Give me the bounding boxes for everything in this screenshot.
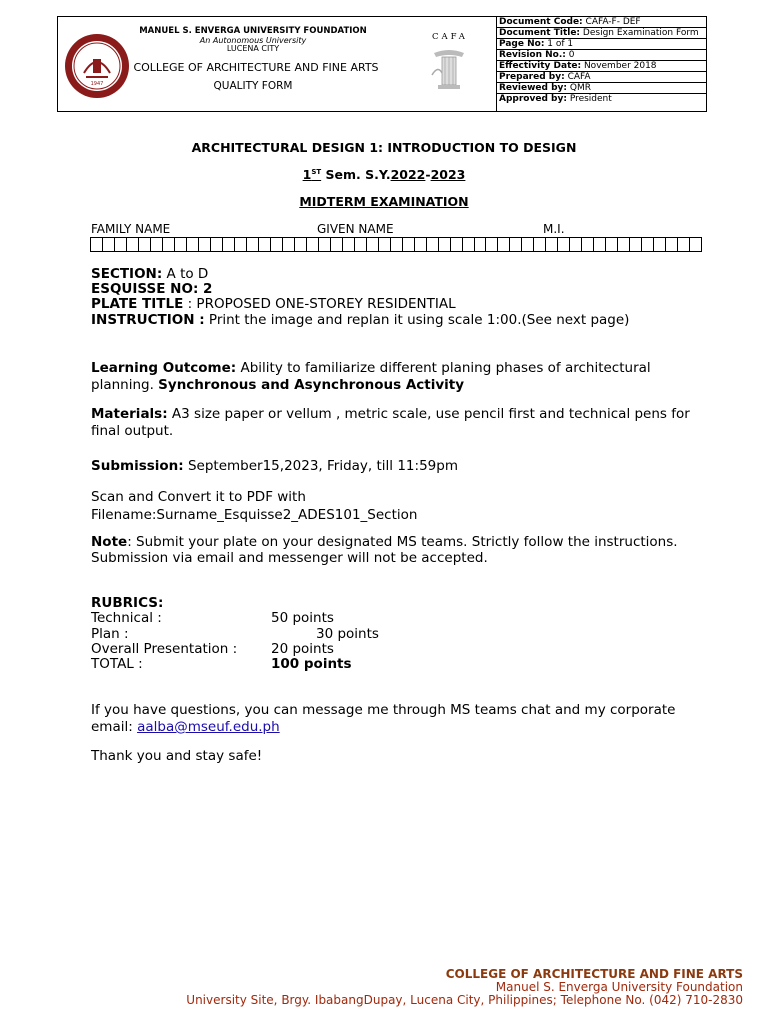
info-row-prepared: Prepared by: CAFA <box>496 72 706 83</box>
name-box[interactable] <box>690 237 702 252</box>
header-left-panel <box>58 17 497 111</box>
name-box[interactable] <box>115 237 127 252</box>
name-box[interactable] <box>546 237 558 252</box>
name-box[interactable] <box>642 237 654 252</box>
info-row-revision: Revision No.: 0 <box>496 50 706 61</box>
contact-text: If you have questions, you can message me through MS teams chat and my corporate email: aalba@mseuf.edu.ph <box>91 702 676 735</box>
name-box[interactable] <box>570 237 582 252</box>
name-box[interactable] <box>606 237 618 252</box>
document-header <box>57 16 707 112</box>
name-box[interactable] <box>558 237 570 252</box>
name-box[interactable] <box>163 237 175 252</box>
name-box[interactable] <box>367 237 379 252</box>
rubric-presentation: Overall Presentation : 20 points <box>91 641 334 657</box>
cafa-column-logo-icon <box>424 45 474 95</box>
name-box[interactable] <box>439 237 451 252</box>
footer-address: University Site, Brgy. IbabangDupay, Lucena City, Philippines; Telephone No. (042) 710-2830 <box>186 993 743 1007</box>
name-box[interactable] <box>139 237 151 252</box>
rubric-technical: Technical : 50 points <box>91 610 334 626</box>
name-box[interactable] <box>283 237 295 252</box>
info-row-code: Document Code: CAFA-F- DEF <box>496 17 706 28</box>
name-box[interactable] <box>259 237 271 252</box>
name-box[interactable] <box>331 237 343 252</box>
document-info-table <box>496 17 706 104</box>
university-name: MANUEL S. ENVERGA UNIVERSITY FOUNDATION <box>139 26 367 36</box>
esquisse-line: ESQUISSE NO: 2 <box>91 281 213 297</box>
scan-instructions: Scan and Convert it to PDF with Filename:Surname_Esquisse2_ADES101_Section <box>91 489 418 523</box>
name-box[interactable] <box>534 237 546 252</box>
info-row-page: Page No: 1 of 1 <box>496 39 706 50</box>
seal-year: 1947 <box>90 81 104 87</box>
name-box[interactable] <box>379 237 391 252</box>
name-box[interactable] <box>127 237 139 252</box>
name-box[interactable] <box>103 237 115 252</box>
name-entry-boxes[interactable] <box>90 237 702 252</box>
name-box[interactable] <box>307 237 319 252</box>
note: Note: Submit your plate on your designated MS teams. Strictly follow the instructions. Submission via email and messenger will not be accepted. <box>91 534 678 566</box>
info-row-effectivity: Effectivity Date: November 2018 <box>496 61 706 72</box>
name-box[interactable] <box>594 237 606 252</box>
given-name-label: GIVEN NAME <box>317 222 394 236</box>
section-line: SECTION: A to D <box>91 266 209 282</box>
instruction-line: INSTRUCTION : Print the image and replan it using scale 1:00.(See next page) <box>91 312 630 328</box>
mi-label: M.I. <box>543 222 565 236</box>
rubric-total: TOTAL : 100 points <box>91 656 352 672</box>
info-row-approved: Approved by: President <box>499 94 612 104</box>
university-tagline: An Autonomous University <box>199 36 307 45</box>
name-box[interactable] <box>271 237 283 252</box>
name-box[interactable] <box>187 237 199 252</box>
name-box[interactable] <box>319 237 331 252</box>
name-box[interactable] <box>247 237 259 252</box>
name-box[interactable] <box>427 237 439 252</box>
name-box[interactable] <box>343 237 355 252</box>
name-box[interactable] <box>498 237 510 252</box>
name-box[interactable] <box>522 237 534 252</box>
rubrics-title: RUBRICS: <box>91 595 164 611</box>
name-box[interactable] <box>654 237 666 252</box>
name-box[interactable] <box>415 237 427 252</box>
name-box[interactable] <box>678 237 690 252</box>
name-box[interactable] <box>211 237 223 252</box>
closing-text: Thank you and stay safe! <box>91 748 263 764</box>
name-box[interactable] <box>355 237 367 252</box>
submission: Submission: September15,2023, Friday, till 11:59pm <box>91 458 458 474</box>
name-box[interactable] <box>295 237 307 252</box>
learning-outcome: Learning Outcome: Ability to familiarize different planing phases of architectural planning. Synchronous and Asynchronous Activity <box>91 360 651 393</box>
footer-college: COLLEGE OF ARCHITECTURE AND FINE ARTS <box>445 967 743 981</box>
name-box[interactable] <box>630 237 642 252</box>
exam-title: MIDTERM EXAMINATION <box>299 194 469 209</box>
name-box[interactable] <box>463 237 475 252</box>
cafa-logo-text: CAFA <box>432 32 468 42</box>
name-box[interactable] <box>235 237 247 252</box>
university-city: LUCENA CITY <box>226 44 280 53</box>
email-link[interactable]: aalba@mseuf.edu.ph <box>137 719 280 735</box>
materials: Materials: A3 size paper or vellum , metric scale, use pencil first and technical pens for final output. <box>91 406 690 439</box>
semester-line: 1ST Sem. S.Y.2022-2023 <box>302 167 466 182</box>
info-row-reviewed: Reviewed by: QMR <box>496 83 706 94</box>
course-title: ARCHITECTURAL DESIGN 1: INTRODUCTION TO DESIGN <box>191 140 577 155</box>
name-box[interactable] <box>151 237 163 252</box>
name-box[interactable] <box>403 237 415 252</box>
name-box[interactable] <box>618 237 630 252</box>
info-row-title: Document Title: Design Examination Form <box>496 28 706 39</box>
name-box[interactable] <box>391 237 403 252</box>
name-box[interactable] <box>90 237 103 252</box>
name-box[interactable] <box>199 237 211 252</box>
name-box[interactable] <box>510 237 522 252</box>
form-type: QUALITY FORM <box>213 80 293 92</box>
plate-title-line: PLATE TITLE : PROPOSED ONE-STOREY RESIDENTIAL <box>91 296 456 312</box>
name-box[interactable] <box>451 237 463 252</box>
name-box[interactable] <box>486 237 498 252</box>
family-name-label: FAMILY NAME <box>91 222 171 236</box>
name-box[interactable] <box>223 237 235 252</box>
name-box[interactable] <box>475 237 487 252</box>
name-box[interactable] <box>666 237 678 252</box>
rubric-plan: Plan : 30 points <box>91 626 379 642</box>
name-box[interactable] <box>582 237 594 252</box>
college-name: COLLEGE OF ARCHITECTURE AND FINE ARTS <box>133 61 379 74</box>
name-box[interactable] <box>175 237 187 252</box>
footer-university: Manuel S. Enverga University Foundation <box>495 980 743 994</box>
